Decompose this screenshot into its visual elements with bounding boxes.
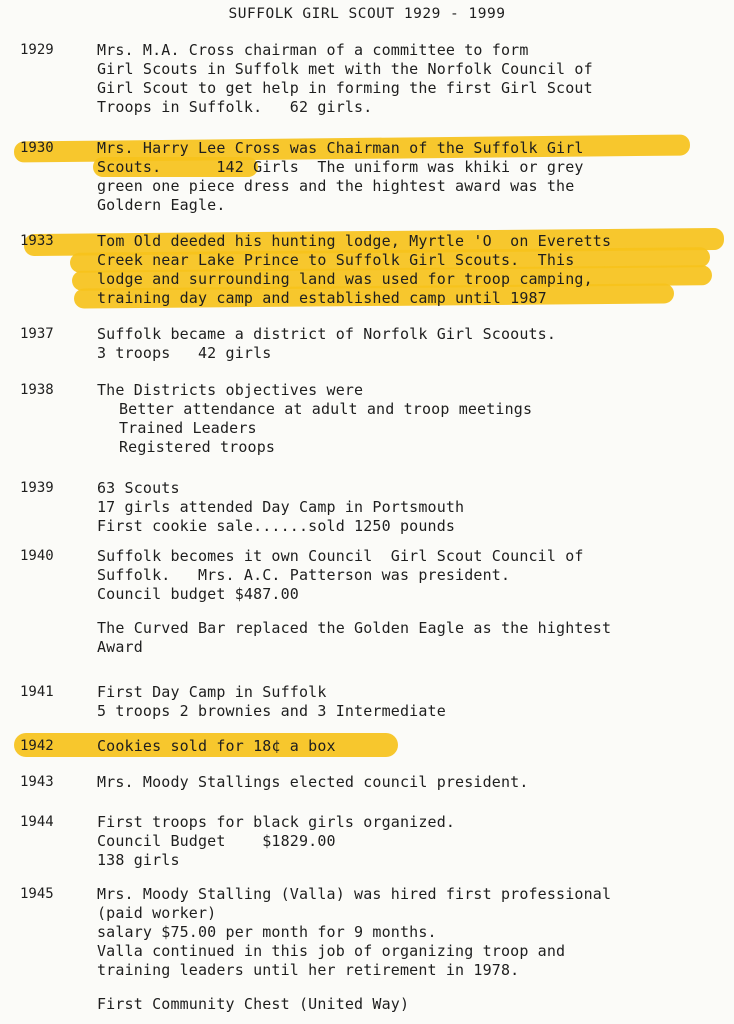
year-label: 1937 — [20, 326, 54, 342]
year-label: 1939 — [20, 480, 54, 496]
year-label: 1930 — [20, 140, 54, 156]
year-label: 1945 — [20, 886, 54, 902]
year-label: 1943 — [20, 774, 54, 790]
entry-text-line: 63 Scouts — [97, 479, 180, 497]
year-label: 1929 — [20, 42, 54, 58]
entry-text-line: Suffolk became a district of Norfolk Girl Scoouts. — [97, 325, 557, 343]
entry-text-line: Scouts. 142 Girls The uniform was khiki or grey — [97, 158, 584, 176]
entry-text-line: The Districts objectives were — [97, 381, 364, 399]
objective-item: Trained Leaders — [119, 419, 257, 437]
entry-text-line: Council Budget $1829.00 — [97, 832, 336, 850]
entry-text-line: First Day Camp in Suffolk — [97, 683, 327, 701]
entry-text-line: green one piece dress and the hightest award was the — [97, 177, 575, 195]
entry-text-line: 138 girls — [97, 851, 180, 869]
entry-text-line: Mrs. Moody Stalling (Valla) was hired first professional — [97, 885, 612, 903]
entry-text-line: Suffolk becomes it own Council Girl Scout Council of — [97, 547, 584, 565]
year-label: 1940 — [20, 548, 54, 564]
entry-text-line: First cookie sale......sold 1250 pounds — [97, 517, 456, 535]
objective-item: Registered troops — [119, 438, 276, 456]
entry-text-line: Mrs. Moody Stallings elected council president. — [97, 773, 529, 791]
year-label: 1933 — [20, 233, 54, 249]
page-title: SUFFOLK GIRL SCOUT 1929 - 1999 — [228, 6, 506, 22]
entry-text-line: Girl Scout to get help in forming the first Girl Scout — [97, 79, 593, 97]
entry-text-line: First Community Chest (United Way) — [97, 995, 410, 1013]
entry-text-line: 17 girls attended Day Camp in Portsmouth — [97, 498, 465, 516]
entry-text-line: Cookies sold for 18¢ a box — [97, 737, 336, 755]
entry-text-line: salary $75.00 per month for 9 months. — [97, 923, 437, 941]
objective-item: Better attendance at adult and troop meetings — [119, 400, 533, 418]
entry-text-line: The Curved Bar replaced the Golden Eagle as the hightest — [97, 619, 612, 637]
entry-text-line: Council budget $487.00 — [97, 585, 299, 603]
entry-text-line: Suffolk. Mrs. A.C. Patterson was president. — [97, 566, 511, 584]
entry-text-line: Tom Old deeded his hunting lodge, Myrtle 'O on Everetts — [97, 232, 612, 250]
entry-text-line: (paid worker) — [97, 904, 217, 922]
entry-text-line: First troops for black girls organized. — [97, 813, 456, 831]
year-label: 1938 — [20, 382, 54, 398]
entry-text-line: Mrs. M.A. Cross chairman of a committee to form — [97, 41, 529, 59]
year-label: 1941 — [20, 684, 54, 700]
entry-text-line: lodge and surrounding land was used for troop camping, — [97, 270, 593, 288]
entry-text-line: Award — [97, 638, 143, 656]
entry-text-line: training leaders until her retirement in 1978. — [97, 961, 520, 979]
year-label: 1942 — [20, 738, 54, 754]
entry-text-line: Creek near Lake Prince to Suffolk Girl Scouts. This — [97, 251, 575, 269]
entry-text-line: 3 troops 42 girls — [97, 344, 272, 362]
year-label: 1944 — [20, 814, 54, 830]
entry-text-line: Valla continued in this job of organizing troop and — [97, 942, 566, 960]
entry-text-line: Girl Scouts in Suffolk met with the Norfolk Council of — [97, 60, 593, 78]
entry-text-line: Troops in Suffolk. 62 girls. — [97, 98, 373, 116]
entry-text-line: Goldern Eagle. — [97, 196, 226, 214]
entry-text-line: Mrs. Harry Lee Cross was Chairman of the Suffolk Girl — [97, 139, 584, 157]
entry-text-line: training day camp and established camp until 1987 — [97, 289, 547, 307]
entry-text-line: 5 troops 2 brownies and 3 Intermediate — [97, 702, 446, 720]
